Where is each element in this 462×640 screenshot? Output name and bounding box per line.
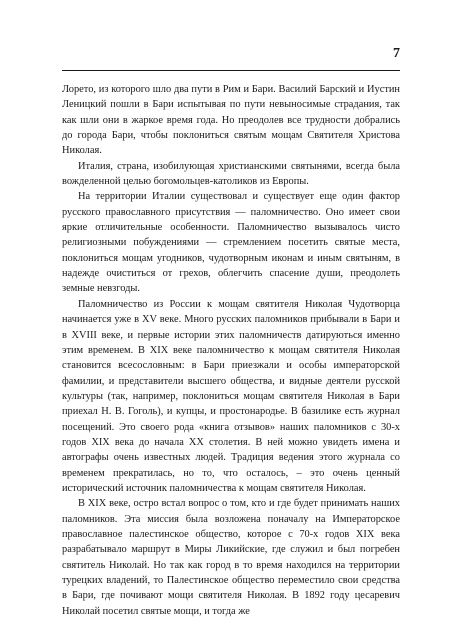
body-text <box>62 82 400 619</box>
header-rule <box>62 70 400 71</box>
paragraph-5: В XIX веке, остро встал вопрос о том, кто и где будет принимать наших паломников. Эта миссия была возложена поначалу на Императорское православное палестинское общество, которое с 70-х годов XIX века разрабатывало маршрут в Миры Ликийские, где служил и был погребен святитель Николай. Но так как город в то время находился на территории турецких владений, то Палестинское общество переместило свои средства в Бари, где почивают мощи святителя Николая. В 1892 году цесаревич Николай посетил святые мощи, и тогда же <box>62 498 400 617</box>
paragraph-4: Паломничество из России к мощам святителя Николая Чудотворца начинается уже в XV веке. Много русских паломников прибывали в Бари и в XVIII веке, и первые истории этих паломничеств датируються именно этим временем. В XIX веке паломничество к мощам святителя Николая становится всесословным: в Бари приезжали и особы императорской фамилии, и представители высшего общества, и видные деятели русской культуры (так, например, поклониться мощам святителя Николая в Бари приехал Н. В. Гоголь), и купцы, и простонародье. В базилике есть журнал посещений. Это своего рода «книга отзывов» наших паломников с 30-х годов XIX века до начала XX столетия. В ней можно увидеть имена и автографы очень известных людей. Традиция ведения этого журнала со временем прекратилась, но то, что осталось, – это очень ценный исторический источник паломничества к мощам святителя Николая. <box>62 298 400 494</box>
paragraph-3: На территории Италии существовал и существует еще один фактор русского православного присутствия — паломничество. Оно имеет свои яркие отличительные особенности. Паломничество вызывалось чисто религиозными побуждениями — стремлением посетить святые места, поклониться мощам угодников, чудотворным иконам и иным святыням, в надежде очиститься от грехов, облегчить спасение души, преодолеть земные невзгоды. <box>62 191 400 295</box>
paragraph-1: Лорето, из которого шло два пути в Рим и Бари. Василий Барский и Иустин Леницкий пошли в Бари испытывая по пути невыносимые страдания, так как шли они в жаркое время года. Но преодолев все трудности добрались до города Бари, чтобы поклониться святым мощам Святителя Христова Николая. <box>62 84 400 157</box>
paragraph-2: Италия, страна, изобилующая христианскими святынями, всегда была вожделенной целью богомольцев-католиков из Европы. <box>62 160 400 188</box>
page-number: 7 <box>393 46 400 61</box>
